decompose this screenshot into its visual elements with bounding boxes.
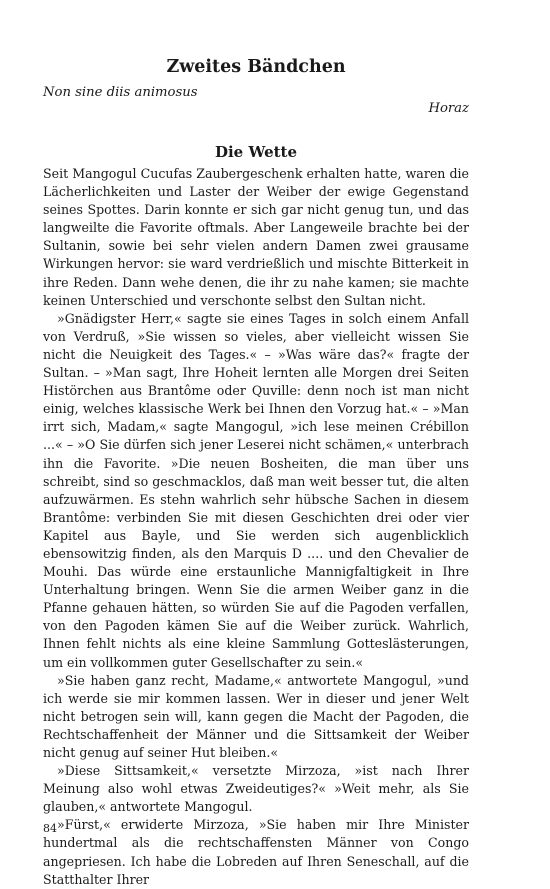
- page-number: 84: [43, 822, 57, 835]
- section-title: Die Wette: [214, 143, 298, 161]
- chapter-title: Zweites Bändchen: [166, 57, 346, 77]
- paragraph: »Gnädigster Herr,« sagte sie eines Tages in solch einem Anfall von Verdruß, »Sie wissen so vieles, aber vielleicht wissen Sie nicht die Neuigkeit des Tages.« – »Was wäre das?« fragte der Sultan. – »Man sagt, Ihre Hoheit lernten alle Morgen drei Seiten Histörchen aus Brantôme oder Quville: denn noch ist man nicht einig, welches klassische Werk bei Ihnen den Vorzug hat.« – »Man irrt sich, Madam,« sagte Mangogul, »ich lese meinen Crébillon ...« – »O Sie dürfen sich jener Leserei nicht schämen,« unterbrach ihn die Favorite. »Die neuen Bosheiten, die man über uns schreibt, sind so geschmacklos, daß man weit besser tut, die alten aufzuwärmen. Es stehn wahrlich sehr hübsche Sachen in diesem Brantôme: verbinden Sie mit diesen Geschichten drei oder vier Kapitel aus Bayle, und Sie werden sich augenblicklich ebensowitzig finden, als den Marquis D .... und den Chevalier de Mouhi. Das würde eine erstaunliche Mannigfaltigkeit in Ihre Unterhaltung bringen. Wenn Sie die armen Weiber ganz in die Pfanne gehauen hätten, so würden Sie auf die Pagoden verfallen, von den Pagoden kämen Sie auf die Weiber zurück. Wahrlich, Ihnen fehlt nichts als eine kleine Sammlung Gotteslästerungen, um ein vollkommen guter Gesellschafter zu sein.«: [43, 310, 469, 670]
- epigraph: Non sine diis animosus: [43, 85, 198, 100]
- paragraph: Seit Mangogul Cucufas Zaubergeschenk erhalten hatte, waren die Lächerlichkeiten und Laster der Weiber der ewige Gegenstand seines Spottes. Darin konnte er sich gar nicht genug tun, und das langweilte die Favorite oftmals. Aber Langeweile brachte bei der Sultanin, sowie bei sehr vielen andern Damen zwei grausame Wirkungen hervor: sie ward verdrießlich und mischte Bitterkeit in ihre Reden. Dann wehe denen, die ihr zu nahe kamen; sie machte keinen Unterschied und verschonte selbst den Sultan nicht.: [43, 166, 469, 308]
- body-text: [43, 165, 469, 889]
- paragraph: »Fürst,« erwiderte Mirzoza, »Sie haben mir Ihre Minister hundertmal als die rechtschaffensten Männer von Congo angepriesen. Ich habe die Lobreden auf Ihren Seneschall, auf die Statthalter Ihrer: [43, 817, 469, 887]
- paragraph: »Sie haben ganz recht, Madame,« antwortete Mangogul, »und ich werde sie mir kommen lassen. Wer in dieser und jener Welt nicht betrogen sein will, kann gegen die Macht der Pagoden, die Rechtschaffenheit der Männer und die Sittsamkeit der Weiber nicht genug auf seiner Hut bleiben.«: [43, 672, 469, 760]
- epigraph-source: Horaz: [428, 101, 469, 116]
- paragraph: »Diese Sittsamkeit,« versetzte Mirzoza, »ist nach Ihrer Meinung also wohl etwas Zweideutiges?« »Weit mehr, als Sie glauben,« antwortete Mangogul.: [43, 763, 469, 815]
